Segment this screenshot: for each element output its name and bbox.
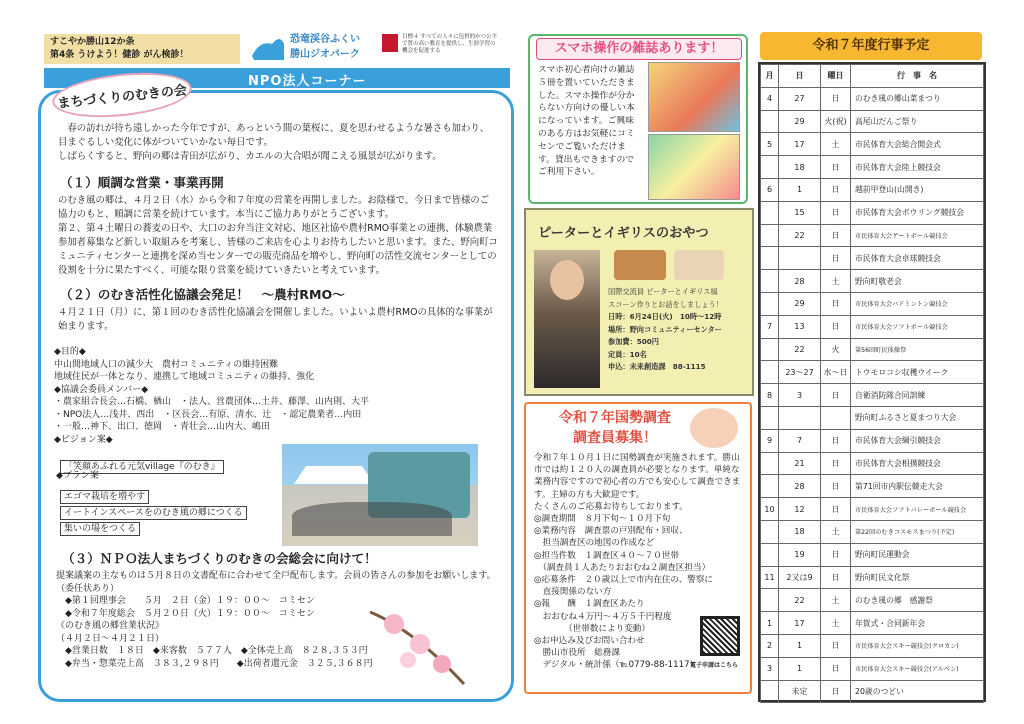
intro-para1: 春の訪れが待ち遠しかった今年ですが、あっという間の葉桜に、夏を思わせるような暑さも加わり、目まぐるしい変化に体がついていかない毎日です。 — [58, 123, 490, 148]
weekday-cell: 日 — [821, 543, 851, 566]
event-cell: 市民体育大会ゲートボール競技会 — [851, 224, 984, 247]
event-cell: 市民体育大会陸上競技会 — [851, 156, 984, 179]
event-cell: 市民体育大会卓球競技会 — [851, 247, 984, 270]
day-cell: 22 — [779, 338, 821, 361]
census-title-1: 令和７年国勢調査 — [559, 410, 671, 426]
health-banner — [44, 34, 240, 64]
month-cell: 6 — [761, 178, 779, 201]
peter-line: 参加費：500円 — [608, 337, 659, 346]
day-cell: 1 — [779, 634, 821, 657]
day-cell: 19 — [779, 543, 821, 566]
event-cell: 第71回市内駅伝競走大会 — [851, 475, 984, 498]
census-box — [524, 402, 752, 694]
census-line: 勝山市役所 総務課 — [534, 648, 620, 659]
month-cell: 5 — [761, 133, 779, 156]
table-row — [761, 475, 984, 498]
schedule-title: 令和７年度行事予定 — [760, 32, 982, 60]
list-item: ・NPO法人…浅井、西出 ・区長会…有原、清水、辻 ・認定農業者…内田 — [54, 409, 362, 420]
plan-heading: ◆プラン案 — [56, 471, 99, 481]
list-item: 地域住民が一体となり、連携して地域コミュニティの維持、強化 — [54, 372, 315, 382]
npo-title: NPO法人コーナー — [248, 74, 367, 89]
section2-list — [54, 346, 454, 446]
event-cell: 野向町民運動会 — [851, 543, 984, 566]
weekday-cell: 火(祝) — [821, 110, 851, 133]
table-row — [761, 406, 984, 429]
event-cell: 市民体育大会ソフトボール競技会 — [851, 315, 984, 338]
month-cell — [761, 156, 779, 179]
weekday-cell: 土 — [821, 270, 851, 293]
event-cell: のむき風の郷山菜まつり — [851, 87, 984, 110]
section2-title: （２）のむき活性化協議会発足！ ～農村RMO～ — [60, 287, 345, 302]
day-cell: 22 — [779, 224, 821, 247]
census-line: たくさんのご応募お待ちしております。 — [534, 501, 689, 512]
month-cell — [761, 361, 779, 384]
census-line: ◎お申込み及びお問い合わせ — [534, 636, 645, 647]
table-row — [761, 452, 984, 475]
peter-photo — [534, 250, 600, 388]
weekday-cell: 日 — [821, 498, 851, 521]
day-cell: 28 — [779, 270, 821, 293]
peter-line: 場所：野向コミュニティーセンター — [608, 324, 722, 334]
month-cell — [761, 406, 779, 429]
table-row — [761, 224, 984, 247]
weekday-cell: 水～日 — [821, 361, 851, 384]
s3-line: （４月２日～４月２１日） — [56, 633, 165, 644]
tent-image — [294, 466, 374, 502]
census-line: デジタル・統計係（℡0779-88-1117） — [534, 660, 699, 671]
table-row — [761, 589, 984, 612]
table-row — [761, 315, 984, 338]
peter-line: スコーン作りとお話をしましょう！ — [608, 299, 723, 309]
cherry-blossom-icon — [364, 600, 472, 690]
weekday-cell: 土 — [821, 520, 851, 543]
event-cell: 野向町民文化祭 — [851, 566, 984, 589]
section1-body1: のむき風の郷は、４月２日（水）から令和７年度の営業を再開しました。お陰様で、今日まで皆様のご協力のもと、順調に営業を続けています。本当にご協力ありがとうございます。 — [58, 195, 490, 220]
weekday-cell: 日 — [821, 178, 851, 201]
event-photo — [282, 444, 478, 546]
day-cell — [779, 406, 821, 429]
event-cell: 第56回町民体操祭 — [851, 338, 984, 361]
census-line: 直接関係のない方 — [534, 587, 612, 598]
event-cell: トウモロコシ収穫ウイーク — [851, 361, 984, 384]
scone-image — [614, 250, 666, 280]
event-cell: 市民体育大会総合開会式 — [851, 133, 984, 156]
intro-para2: しばらくすると、野向の郷は青田が広がり、カエルの大合唱が聞こえる風景が広がります。 — [58, 151, 442, 162]
table-row — [761, 178, 984, 201]
day-cell: 17 — [779, 612, 821, 635]
weekday-cell: 日 — [821, 156, 851, 179]
month-cell — [761, 292, 779, 315]
table-row — [761, 543, 984, 566]
event-cell: 年賀式・合同新年会 — [851, 612, 984, 635]
month-cell: 9 — [761, 429, 779, 452]
day-cell — [779, 247, 821, 270]
vision-text: 「笑顔あふれる元気village『のむき』 — [60, 460, 224, 474]
table-row — [761, 361, 984, 384]
table-row — [761, 338, 984, 361]
day-cell: 18 — [779, 156, 821, 179]
census-line: ◎業務内容 調査票の戸別配布・回収、 — [534, 526, 688, 537]
geopark-line2: 勝山ジオパーク — [290, 49, 360, 60]
table-row — [761, 87, 984, 110]
month-cell: 8 — [761, 384, 779, 407]
weekday-cell: 日 — [821, 87, 851, 110]
day-cell: 23～27 — [779, 361, 821, 384]
weekday-cell: 日 — [821, 566, 851, 589]
face-image — [550, 260, 584, 300]
qr-label: 電子申請はこちら — [690, 662, 739, 669]
peter-line: 定員：10名 — [608, 349, 647, 359]
table-row — [761, 156, 984, 179]
weekday-cell: 日 — [821, 201, 851, 224]
weekday-cell: 日 — [821, 384, 851, 407]
month-cell: 3 — [761, 657, 779, 680]
list-item: ◆目的◆ — [54, 347, 86, 357]
month-cell — [761, 270, 779, 293]
col-weekday: 曜日 — [821, 65, 851, 88]
s3-line: ◆弁当・惣菜売上高 ３８３,２９８円 ◆出荷者還元金 ３２５,３６８円 — [56, 658, 373, 669]
day-cell: 2又は9 — [779, 566, 821, 589]
s3-line: 《のむき風の郷営業状況》 — [56, 621, 165, 631]
weekday-cell: 火 — [821, 338, 851, 361]
org-name: まちづくりのむきの会 — [56, 82, 188, 112]
day-cell: 1 — [779, 178, 821, 201]
weekday-cell: 日 — [821, 315, 851, 338]
census-line: ◎応募条件 ２０歳以上で市内在住の、警察に — [534, 575, 714, 586]
table-row — [761, 657, 984, 680]
smartphone-title: スマホ操作の雑誌あります！ — [536, 38, 742, 60]
col-month: 月 — [761, 65, 779, 88]
table-row — [761, 292, 984, 315]
geopark-logo — [250, 30, 370, 66]
day-cell: 21 — [779, 452, 821, 475]
month-cell — [761, 520, 779, 543]
table-row — [761, 384, 984, 407]
day-cell: 7 — [779, 429, 821, 452]
sdgs-goal4 — [382, 34, 502, 66]
event-cell: 市民体育大会ボウリング競技会 — [851, 201, 984, 224]
table-row — [761, 201, 984, 224]
weekday-cell: 日 — [821, 634, 851, 657]
event-cell: 野向町ふるさと夏まつり大会 — [851, 406, 984, 429]
event-cell: 市民体育大会スキー競技会(クロカン) — [851, 634, 984, 657]
weekday-cell: 土 — [821, 133, 851, 156]
census-title — [540, 408, 690, 448]
peter-event-box — [524, 208, 754, 396]
table-row — [761, 680, 984, 703]
plan-text: エゴマ栽培を増やす — [60, 490, 149, 504]
scone-image — [674, 250, 724, 280]
month-cell: 1 — [761, 612, 779, 635]
month-cell — [761, 224, 779, 247]
table-row — [761, 612, 984, 635]
list-item: ◆ビジョン案◆ — [54, 434, 113, 445]
day-cell: 12 — [779, 498, 821, 521]
col-day: 日 — [779, 65, 821, 88]
day-cell: 3 — [779, 384, 821, 407]
weekday-cell: 日 — [821, 429, 851, 452]
peter-line: 申込：未来創造課 88-1115 — [608, 362, 706, 371]
event-cell: 越前甲登山(山開き) — [851, 178, 984, 201]
event-cell: 自衛消防隊合同訓練 — [851, 384, 984, 407]
event-cell: 市民体育大会綱引競技会 — [851, 429, 984, 452]
table-row — [761, 270, 984, 293]
day-cell: 18 — [779, 520, 821, 543]
plan-text: イートインスペースをのむき風の郷につくる — [60, 506, 247, 520]
table-row — [761, 247, 984, 270]
banner-line1: すこやか勝山12か条 — [50, 37, 135, 47]
month-cell: 2 — [761, 634, 779, 657]
weekday-cell — [821, 406, 851, 429]
qr-code-icon[interactable] — [700, 616, 740, 656]
month-cell — [761, 452, 779, 475]
weekday-cell: 日 — [821, 452, 851, 475]
day-cell: 13 — [779, 315, 821, 338]
baby-icon — [690, 408, 738, 448]
month-cell — [761, 589, 779, 612]
day-cell: 29 — [779, 110, 821, 133]
month-cell — [761, 201, 779, 224]
peter-line: 日時：6月24日(火) 10時～12時 — [608, 312, 722, 321]
s3-line: 提案議案の主なものは５月８日の文書配布に合わせて全戸配布します。会員の皆さんの参加をお願いします。（委任状あり） — [56, 571, 496, 594]
peter-title: ピーターとイギリスのおやつ — [538, 226, 709, 241]
month-cell — [761, 247, 779, 270]
event-cell: 市民体育大会スキー競技会(アルペン) — [851, 657, 984, 680]
event-cell: 野向町敬老会 — [851, 270, 984, 293]
s3-line: ◆営業日数 １８日 ◆来客数 ５７７人 ◆全体売上高 ８２８,３５３円 — [56, 646, 368, 656]
census-line: （世帯数により変動） — [534, 623, 651, 634]
section3-title: （３）ＮＰＯ法人まちづくりのむきの会総会に向けて！ — [62, 551, 377, 566]
weekday-cell: 日 — [821, 680, 851, 703]
weekday-cell: 日 — [821, 224, 851, 247]
s3-line: ◆第１回理事会 ５月 ２日（金）１９：００～ コミセン — [56, 596, 315, 606]
table-row — [761, 634, 984, 657]
s3-line: ◆令和７年度総会 ５月２０日（火）１９：００～ コミセン — [56, 608, 315, 619]
census-line: ◎担当件数 １調査区４０～７０世帯 — [534, 550, 679, 561]
month-cell — [761, 680, 779, 703]
month-cell: 10 — [761, 498, 779, 521]
list-item: ・農家組合長会…石橋、楢山 ・法人、営農団体…土井、藤澤、山内則、大平 — [54, 397, 370, 407]
census-line: ◎報 酬 １調査区あたり — [534, 599, 645, 610]
smartphone-text: スマホ初心者向けの雑誌５冊を置いていただきました。スマホ操作が分からない方向けの優しい本になっています。ご興味のある方はお気軽にコミセンでご覧いただけます。貸出もできますのでご利用下さい。 — [538, 65, 635, 178]
month-cell — [761, 338, 779, 361]
peter-info — [608, 286, 748, 374]
smartphone-magazine-box — [528, 34, 748, 204]
section1-title: （１）順調な営業・事業再開 — [60, 175, 224, 190]
section1-body2: 第２、第４土曜日の蕎麦の日や、大口のお弁当注文対応、地区社協や農村RMO事業との連携、体験農業参加者募集など新しい取組みを考案し、皆様のご来店を心よりお待ちしたいと思います。また、野向町コミュニティセンターと連携を深め当センターでの販売商品を増やし、野向町の活性交流センターとしての役割を十分に果たすべく、可能な限り営業を続けていきたいと考えています。 — [58, 223, 498, 276]
day-cell: 27 — [779, 87, 821, 110]
geopark-line1: 恐竜渓谷ふくい — [290, 34, 360, 45]
plan-item — [60, 516, 140, 536]
day-cell: 29 — [779, 292, 821, 315]
day-cell: 28 — [779, 475, 821, 498]
table-row — [761, 520, 984, 543]
peter-line: 国際交流員 ピーターとイギリス風 — [608, 287, 718, 296]
weekday-cell: 土 — [821, 612, 851, 635]
event-cell: 高尾山だんご祭り — [851, 110, 984, 133]
month-cell: 11 — [761, 566, 779, 589]
list-item: ・一般…神下、出口、徳岡 ・青壮会…山内大、嶋田 — [54, 422, 271, 432]
section2-body: ４月２１日（月）に、第１回のむき活性化協議会を開催しました。いよいよ農村RMOの具体的な事業が始まります。 — [58, 307, 493, 332]
event-cell: 20歳のつどい — [851, 680, 984, 703]
list-item: ◆協議会委員メンバー◆ — [54, 384, 149, 395]
day-cell: 1 — [779, 657, 821, 680]
sdgs-text: 目標４ すべての人々に包摂的かつ公平で質の高い教育を提供し、生涯学習の機会を促進する — [402, 34, 498, 54]
day-cell: 未定 — [779, 680, 821, 703]
month-cell — [761, 475, 779, 498]
weekday-cell: 日 — [821, 475, 851, 498]
census-line: ◎調査期間 ８月下旬～１０月下旬 — [534, 514, 671, 525]
list-item: 中山間地域人口の減少大 農村コミュニティの維持困難 — [54, 359, 279, 370]
month-cell: 7 — [761, 315, 779, 338]
magazine-image — [648, 62, 740, 132]
weekday-cell: 日 — [821, 247, 851, 270]
census-line: 担当調査区の地図の作成など — [534, 538, 655, 549]
day-cell: 22 — [779, 589, 821, 612]
month-cell — [761, 110, 779, 133]
banner-line2: 第4条 うけよう！健診 がん検診！ — [50, 50, 189, 60]
col-event: 行 事 名 — [851, 65, 984, 88]
event-cell: 市民体育大会ソフトバレーボール競技会 — [851, 498, 984, 521]
event-cell: 市民体育大会バドミントン競技会 — [851, 292, 984, 315]
table-row — [761, 498, 984, 521]
census-title-2: 調査員募集！ — [573, 430, 657, 446]
census-line: （調査員１人あたりおおむね２調査区担当） — [534, 562, 711, 573]
schedule-table — [758, 62, 986, 702]
weekday-cell: 土 — [821, 589, 851, 612]
census-line: おおむね４万円～４万５千円程度 — [534, 611, 672, 622]
event-cell: のむき風の郷 感謝祭 — [851, 589, 984, 612]
day-cell: 15 — [779, 201, 821, 224]
month-cell — [761, 543, 779, 566]
crowd-image — [292, 502, 452, 536]
census-line: 令和７年１０月１日に国勢調査が実施されます。勝山市では約１２０人の調査員が必要となります。単純な業務内容ですので初心者の方でも安心して調査できます。主婦の方も大歓迎です。 — [534, 453, 741, 500]
table-row — [761, 566, 984, 589]
weekday-cell: 日 — [821, 657, 851, 680]
event-cell: 市民体育大会相撲競技会 — [851, 452, 984, 475]
table-row — [761, 429, 984, 452]
day-cell: 17 — [779, 133, 821, 156]
table-row — [761, 133, 984, 156]
plan-text: 集いの場をつくる — [60, 522, 140, 536]
month-cell: 4 — [761, 87, 779, 110]
magazine-image — [648, 134, 740, 200]
event-cell: 第22回のむきコスモスまつり(予定) — [851, 520, 984, 543]
weekday-cell: 日 — [821, 292, 851, 315]
sdgs-goal4-icon — [382, 34, 398, 52]
table-row — [761, 110, 984, 133]
